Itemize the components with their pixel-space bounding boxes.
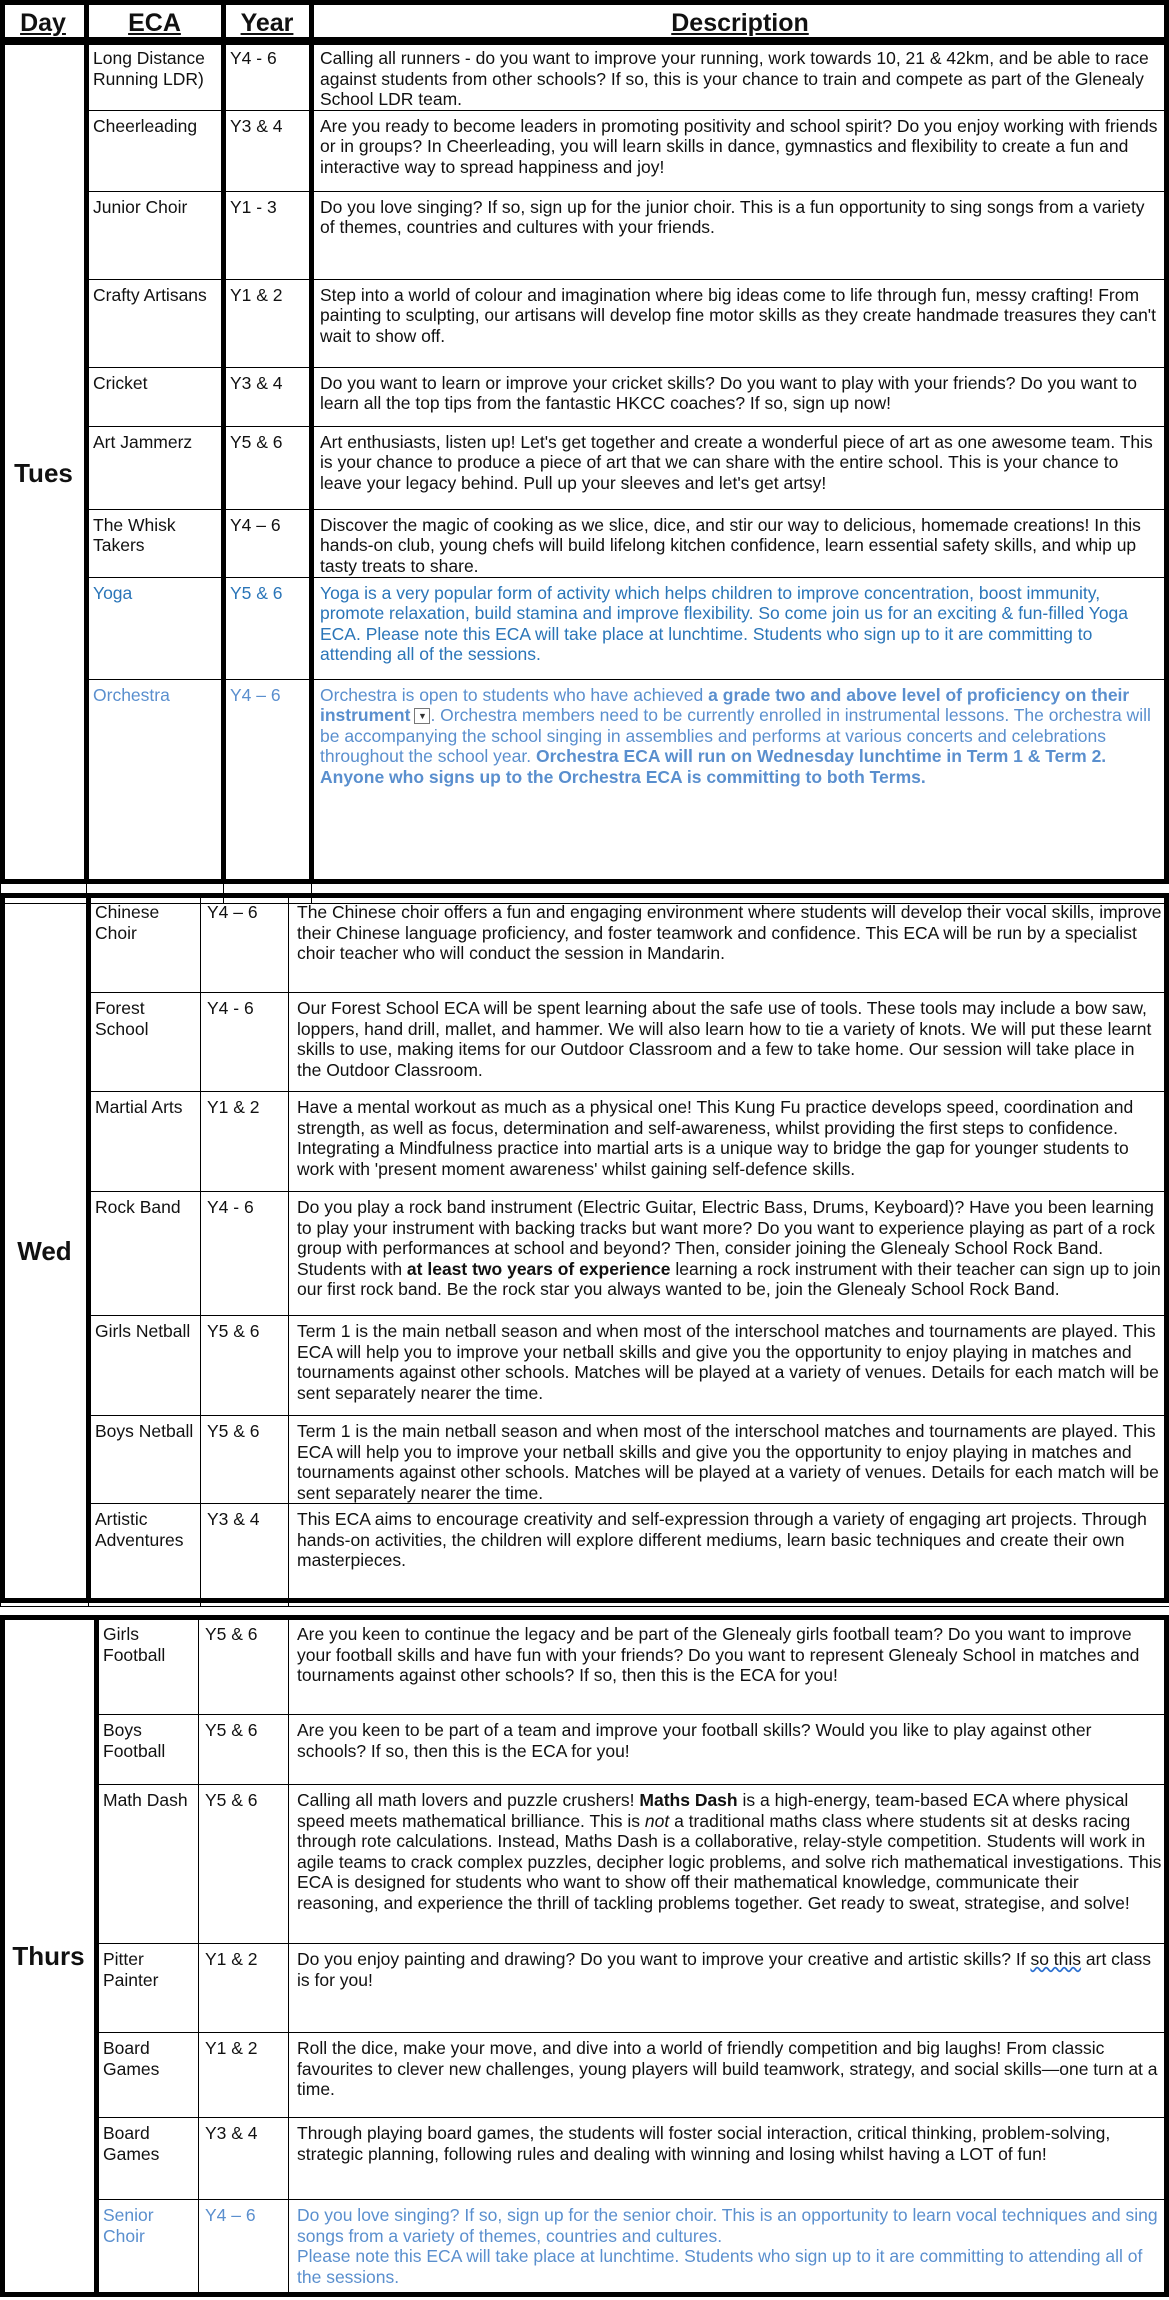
eca-name: Orchestra [87, 679, 224, 903]
eca-name: Cheerleading [87, 110, 224, 191]
eca-name: Art Jammerz [87, 426, 224, 509]
eca-description: Do you love singing? If so, sign up for the junior choir. This is a fun opportunity to sing songs from a variety of themes, countries and cultures with your friends. [312, 191, 1169, 279]
eca-description [289, 2200, 1169, 2295]
eca-name: Board Games [97, 2033, 199, 2118]
table-row [1, 509, 1169, 577]
eca-description: Have a mental workout as much as a physical one! This Kung Fu practice develops speed, coordination and strength, as well as focus, determination and self-awareness, whilst providing the first steps to confidence. Integrating a Mindfulness practice into martial arts is a unique way to bridge the gap for younger students to work with 'present moment awareness' whilst gaining self-defence skills. [289, 1092, 1169, 1192]
eca-year: Y1 & 2 [199, 2033, 289, 2118]
eca-name: Forest School [89, 993, 201, 1092]
eca-name: Long Distance Running LDR) [87, 43, 224, 111]
eca-year: Y3 & 4 [224, 110, 312, 191]
eca-year: Y5 & 6 [224, 577, 312, 679]
eca-description: Step into a world of colour and imagination where big ideas come to life through fun, messy crafting! From painting to sculpting, our artisans will develop fine motor skills as they create handmade treasures they can't wait to show off. [312, 279, 1169, 367]
eca-year: Y3 & 4 [224, 367, 312, 426]
desc-italic-part: not [644, 1810, 670, 1831]
table-row [1, 426, 1169, 509]
desc-part: Do you love singing? If so, sign up for the senior choir. This is an opportunity to learn vocal techniques and sing songs from a variety of themes, countries and cultures. [297, 2205, 1158, 2246]
desc-part: a traditional maths class where students sit at desks racing through rote calculations. Instead, Maths Dash is a collaborative, relay-style competition. Students will work in agile teams to crack complex puzzles, decipher logic problems, and solve rich mathematical investigations. This ECA is designed for students who want to show off their mathematical knowledge, communicate their reasoning, and experience the thrill of tackling problems together. Get ready to sweat, strategise, and solve! [297, 1810, 1162, 1913]
eca-description: Discover the magic of cooking as we slice, dice, and stir our way to delicious, homemade creations! In this hands-on club, young chefs will build lifelong kitchen confidence, learn essential safety skills, and whip up tasty treats to share. [312, 509, 1169, 577]
desc-part: Please note this ECA will take place at lunchtime. Students who sign up to it are committing to attending all of the sessions. [297, 2246, 1143, 2287]
eca-description: Yoga is a very popular form of activity which helps children to improve concentration, boost immunity, promote relaxation, build stamina and improve flexibility. So come join us for an exciting & fun-filled Yoga ECA. Please note this ECA will take place at lunchtime. Students who sign up to it are committing to attending all of the sessions. [312, 577, 1169, 679]
eca-name: Boys Netball [89, 1416, 201, 1504]
tues-table [0, 42, 1169, 904]
table-row [1, 679, 1169, 903]
eca-description [289, 1785, 1169, 1944]
eca-year: Y4 – 6 [224, 509, 312, 577]
table-row [1, 279, 1169, 367]
eca-year: Y4 – 6 [224, 679, 312, 903]
eca-year: Y1 & 2 [199, 1944, 289, 2033]
table-row [1, 897, 1169, 993]
eca-name: Girls Football [97, 1619, 199, 1715]
eca-description: Art enthusiasts, listen up! Let's get together and create a wonderful piece of art as one awesome team. This is your chance to produce a piece of art that we can share with the entire school. This is your chance to leave your legacy behind. Pull up your sleeves and let's get artsy! [312, 426, 1169, 509]
table-row [1, 1944, 1169, 2033]
desc-bold-part: a grade two and above level of proficiency on their instrument [320, 684, 1130, 725]
table-row [1, 43, 1169, 111]
thurs-table [0, 1618, 1169, 2295]
wed-table [0, 896, 1169, 1607]
table-row [1, 110, 1169, 191]
header-day: Day [20, 9, 66, 37]
table-row [1, 1785, 1169, 1944]
eca-name: Junior Choir [87, 191, 224, 279]
table-row [1, 993, 1169, 1092]
eca-name: Board Games [97, 2118, 199, 2200]
eca-name: Math Dash [97, 1785, 199, 1944]
header-eca: ECA [128, 9, 181, 37]
eca-description: Term 1 is the main netball season and when most of the interschool matches and tournaments are played. This ECA will help you to improve your netball skills and give you the opportunity to enjoy playing in matches and tournaments against other schools. Matches will be played at a variety of venues. Details for each match will be sent separately nearer the time. [289, 1416, 1169, 1504]
eca-name: The Whisk Takers [87, 509, 224, 577]
desc-part: Do you play a rock band instrument (Electric Guitar, Electric Bass, Drums, Keyboard)? Have you been learning to play your instrument with backing tracks but want more? Do you want to experience playing as part of a rock group with performances at school and beyond? Then, consider joining the Glenealy School Rock Band. Students with [297, 1197, 1155, 1279]
eca-description [312, 679, 1169, 903]
desc-part: Orchestra is open to students who have achieved [320, 684, 709, 705]
eca-year: Y1 - 3 [224, 191, 312, 279]
eca-name: Chinese Choir [89, 897, 201, 993]
eca-description: Our Forest School ECA will be spent learning about the safe use of tools. These tools may include a bow saw, loppers, hand drill, mallet, and hammer. We will also learn how to tie a variety of knots. We will put these learnt skills to use, making items for our Outdoor Classroom and a few to take home. Our session will take place in the Outdoor Classroom. [289, 993, 1169, 1092]
header-divider [84, 0, 89, 42]
col-divider [309, 40, 314, 884]
col-divider [84, 40, 89, 884]
eca-description: Through playing board games, the students will foster social interaction, critical thinking, problem-solving, strategic planning, following rules and dealing with winning and losing whilst having a LOT of fun! [289, 2118, 1169, 2200]
eca-description [289, 1944, 1169, 2033]
desc-part: Calling all math lovers and puzzle crushers! [297, 1790, 640, 1810]
eca-year: Y5 & 6 [201, 1416, 289, 1504]
header-year: Year [240, 9, 294, 37]
col-divider [94, 1615, 99, 2297]
table-row [1, 1416, 1169, 1504]
desc-part: . Orchestra members need to be currently enrolled in instrumental lessons. The orchestra will be accompanying the school singing in assemblies and performs at various concerts and celebrations throughout the school year. [320, 705, 1151, 766]
eca-description [289, 1192, 1169, 1316]
desc-part: art class is for you! [297, 1949, 1152, 1990]
desc-part: learning a rock instrument with their teacher can sign up to join our first rock band. Be the rock star you always wanted to be, join the Glenealy School Rock Band. [297, 1258, 1161, 1299]
table-row [1, 191, 1169, 279]
eca-year: Y5 & 6 [199, 1715, 289, 1785]
chevron-down-icon[interactable]: ▼ [414, 708, 430, 724]
table-row [1, 1619, 1169, 1715]
day-label-tues: Tues [1, 43, 87, 904]
eca-name: Girls Netball [89, 1316, 201, 1416]
spellcheck-underlined-text: so this [1030, 1949, 1082, 1969]
eca-year: Y5 & 6 [199, 1785, 289, 1944]
day-label-thurs: Thurs [1, 1619, 97, 2295]
desc-part: Do you enjoy painting and drawing? Do you want to improve your creative and artistic skills? If [297, 1949, 1031, 1969]
table-row [1, 367, 1169, 426]
eca-name: Cricket [87, 367, 224, 426]
eca-description: Roll the dice, make your move, and dive into a world of friendly competition and big laughs! From classic favourites to clever new challenges, young players will build teamwork, strategy, and social skills—one turn at a time. [289, 2033, 1169, 2118]
header-divider [309, 0, 314, 42]
eca-year: Y5 & 6 [199, 1619, 289, 1715]
eca-year: Y4 – 6 [199, 2200, 289, 2295]
eca-description: Are you ready to become leaders in promoting positivity and school spirit? Do you enjoy working with friends or in groups? In Cheerleading, you will learn skills in dance, gymnastics and flexibility to create a fun and interactive way to spread happiness and joy! [312, 110, 1169, 191]
eca-year: Y4 - 6 [201, 1192, 289, 1316]
eca-description: This ECA aims to encourage creativity and self-expression through a variety of engaging art projects. Through hands-on activities, the children will explore different mediums, learn basic techniques and create their own masterpieces. [289, 1504, 1169, 1607]
eca-year: Y1 & 2 [224, 279, 312, 367]
eca-name: Artistic Adventures [89, 1504, 201, 1607]
eca-year: Y4 - 6 [224, 43, 312, 111]
eca-description: Are you keen to continue the legacy and be part of the Glenealy girls football team? Do you want to improve your football skills and have fun with your friends? Do you want to represent Glenealy School in matches and tournaments against other schools? If so, then this is the ECA for you! [289, 1619, 1169, 1715]
col-divider [221, 40, 226, 884]
col-divider [86, 893, 91, 1603]
desc-part: is a high-energy, team-based ECA where physical speed meets mathematical brilliance. This is [297, 1790, 1129, 1831]
eca-name: Rock Band [89, 1192, 201, 1316]
eca-name: Pitter Painter [97, 1944, 199, 2033]
desc-bold-part: Maths Dash [639, 1790, 738, 1810]
eca-name: Martial Arts [89, 1092, 201, 1192]
table-row [1, 1715, 1169, 1785]
eca-name: Senior Choir [97, 2200, 199, 2295]
desc-bold-part: at least two years of experience [406, 1258, 671, 1279]
eca-year: Y4 - 6 [201, 993, 289, 1092]
header-divider [221, 0, 226, 42]
eca-description: The Chinese choir offers a fun and engaging environment where students will develop their vocal skills, improve their Chinese language proficiency, and foster teamwork and confidence. This ECA will be run by a specialist choir teacher who will conduct the session in Mandarin. [289, 897, 1169, 993]
eca-description: Term 1 is the main netball season and when most of the interschool matches and tournaments are played. This ECA will help you to improve your netball skills and give you the opportunity to enjoy playing in matches and tournaments against other schools. Matches will be played at a variety of venues. Details for each match will be sent separately nearer the time. [289, 1316, 1169, 1416]
header-description: Description [671, 9, 809, 37]
eca-name: Boys Football [97, 1715, 199, 1785]
table-row [1, 2033, 1169, 2118]
desc-bold-part: Orchestra ECA will run on Wednesday lunchtime in Term 1 & Term 2. Anyone who signs up to the Orchestra ECA is committing to both Terms. [320, 746, 1107, 787]
eca-year: Y1 & 2 [201, 1092, 289, 1192]
table-row [1, 577, 1169, 679]
eca-year: Y5 & 6 [224, 426, 312, 509]
eca-year: Y3 & 4 [199, 2118, 289, 2200]
eca-year: Y5 & 6 [201, 1316, 289, 1416]
eca-name: Yoga [87, 577, 224, 679]
table-row [1, 1316, 1169, 1416]
eca-year: Y3 & 4 [201, 1504, 289, 1607]
table-row [1, 2118, 1169, 2200]
eca-name: Crafty Artisans [87, 279, 224, 367]
eca-year: Y4 – 6 [201, 897, 289, 993]
day-label-wed: Wed [1, 897, 89, 1607]
table-header [0, 0, 1169, 40]
table-row [1, 2200, 1169, 2295]
eca-description: Do you want to learn or improve your cricket skills? Do you want to play with your friends? Do you want to learn all the top tips from the fantastic HKCC coaches? If so, sign up now! [312, 367, 1169, 426]
table-row [1, 1192, 1169, 1316]
table-row [1, 1092, 1169, 1192]
eca-description: Calling all runners - do you want to improve your running, work towards 10, 21 & 42km, and be able to race against students from other schools? If so, this is your chance to train and compete as part of the Glenealy School LDR team. [312, 43, 1169, 111]
eca-description: Are you keen to be part of a team and improve your football skills? Would you like to play against other schools? If so, then this is the ECA for you! [289, 1715, 1169, 1785]
table-row [1, 1504, 1169, 1607]
